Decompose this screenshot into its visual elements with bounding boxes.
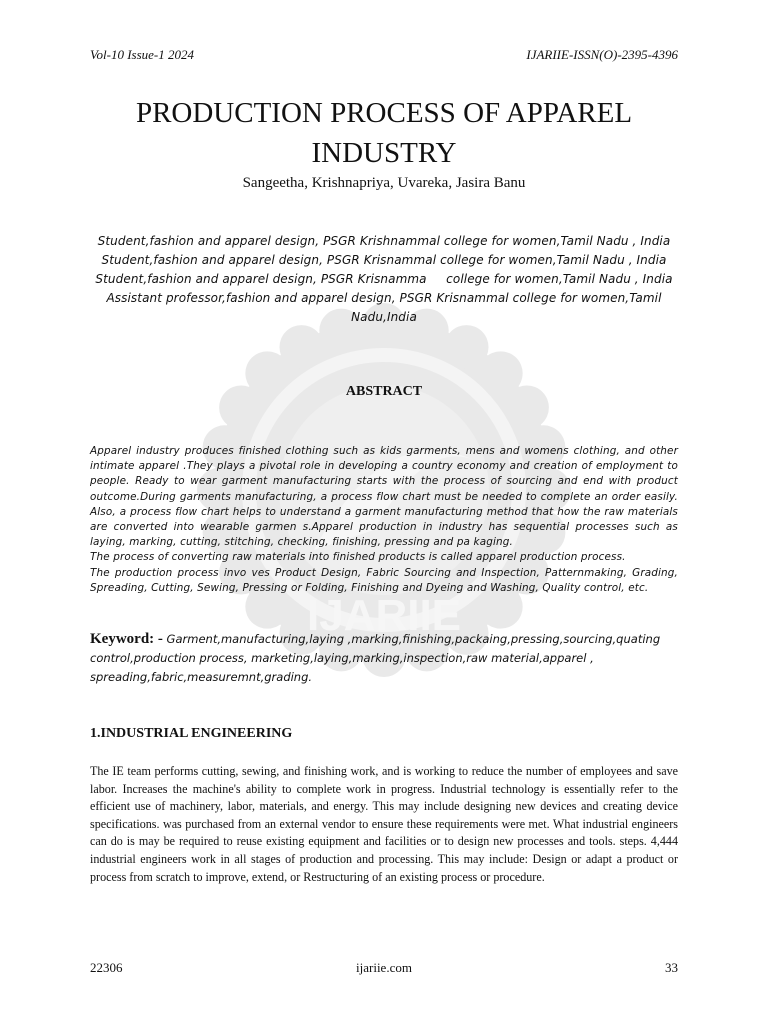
watermark-text: IJARIIE	[306, 591, 462, 640]
footer-site: ijariie.com	[356, 960, 412, 975]
keywords-label: Keyword: -	[90, 631, 163, 647]
abstract-paragraph: The process of converting raw materials into finished products is called apparel production process.	[90, 551, 626, 564]
abstract-heading: ABSTRACT	[345, 384, 423, 399]
affiliation-2: Student,fashion and apparel design, PSGR Krisnammal college for women,Tamil Nadu , India	[101, 253, 667, 267]
authors: Sangeetha, Krishnapriya, Uvareka, Jasira Banu	[242, 175, 526, 191]
affiliation-3: Student,fashion and apparel design, PSGR Krisnamma college for women,Tamil Nadu , India	[95, 272, 673, 286]
header-issn: IJARIIE-ISSN(O)-2395-4396	[526, 47, 678, 62]
section-body: The IE team performs cutting, sewing, and finishing work, and is working to reduce the number of employees and save labor. Increases the machine's ability to complete work in progress. Industrial technology is essentially refer to the efficient use of machinery, labor, materials, and energy. This may include designing new devices and creating device specifications. was purchased from an external vendor to ensure these requirements were met. What industrial engineers can do is may be required to reuse existing equipment and facilities or to design new processes and tools. steps. 4,444 industrial engineers work in all stages of production and processing. This may include: Design or adapt a product or process from scratch to improve, extend, or Restructuring of an existing process or procedure.	[90, 764, 678, 884]
abstract-body	[90, 444, 678, 596]
abstract-paragraph: The production process invo ves Product Design, Fabric Sourcing and Inspection, Patternmaking, Grading, Spreading, Cutting, Sewing, Pressing or Folding, Finishing and Dyeing and Washing, Quality control, etc.	[90, 566, 678, 594]
affiliation-1: Student,fashion and apparel design, PSGR Krishnammal college for women,Tamil Nadu , India	[97, 234, 671, 248]
header-volume: Vol-10 Issue-1 2024	[90, 47, 194, 62]
paper-title-line-1: PRODUCTION PROCESS OF APPAREL	[135, 97, 633, 129]
footer-page-number: 33	[665, 960, 678, 975]
footer-paper-id: 22306	[90, 960, 123, 975]
paper-title	[0, 93, 768, 173]
abstract-paragraph: Apparel industry produces finished clothing such as kids garments, mens and womens clothing, and other intimate apparel .They plays a pivotal role in developing a country economy and creation of employment to people. Ready to wear garment manufacturing starts with the process of sourcing and end with product outcome.During garments manufacturing, a process flow chart must be needed to complete an order easily. Also, a process flow chart helps to understand a garment manufacturing method that how the raw materials are converted into wearable garmen s.Apparel production in industry has sequential processes such as laying, marking, cutting, stitching, checking, finishing, pressing and pa kaging.	[90, 445, 678, 549]
section-heading: 1.INDUSTRIAL ENGINEERING	[90, 726, 293, 741]
keywords	[90, 630, 678, 687]
keywords-text: Garment,manufacturing,laying ,marking,finishing,packaing,pressing,sourcing,quating control,production process, marketing,laying,marking,inspection,raw material,apparel , spreading,fabric,measuremnt,grading.	[90, 632, 661, 684]
affiliation-4: Assistant professor,fashion and apparel design, PSGR Krisnammal college for women,Tamil Nadu,India	[106, 291, 662, 324]
affiliations	[90, 232, 678, 327]
paper-title-line-2: INDUSTRY	[311, 137, 457, 169]
watermark-seal-bump	[280, 325, 324, 369]
